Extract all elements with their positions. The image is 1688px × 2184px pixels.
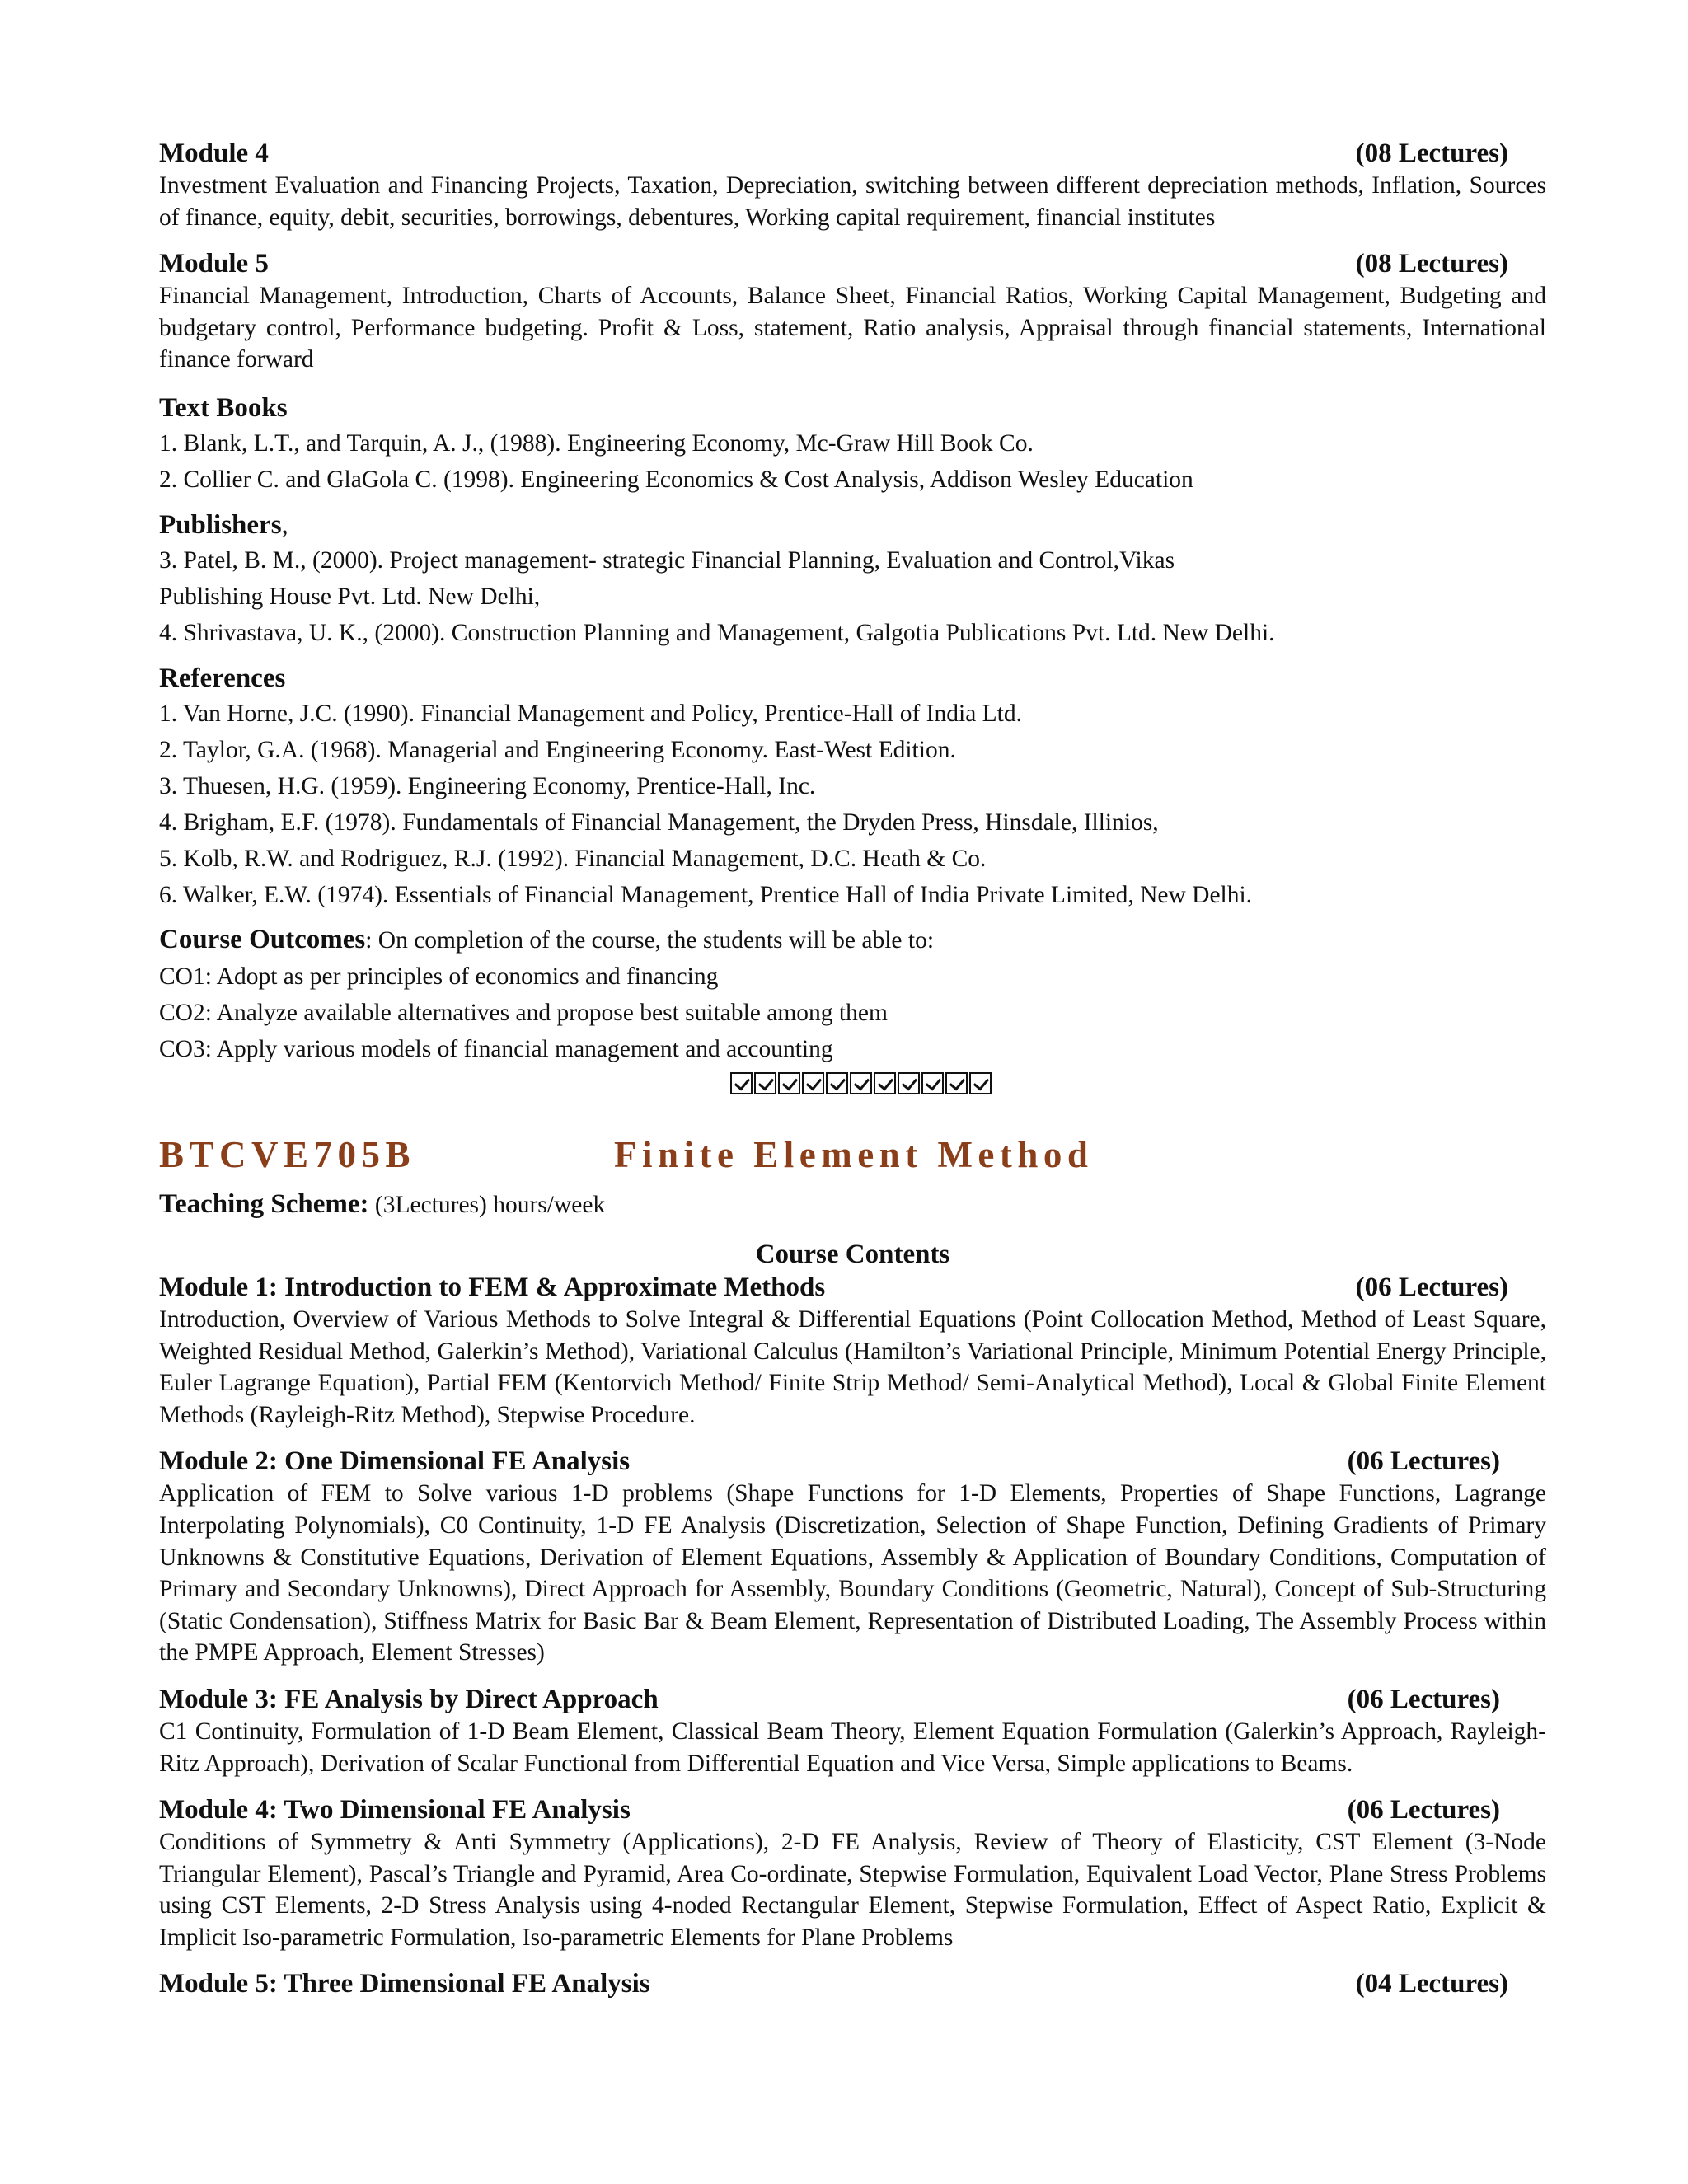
course-contents-heading: Course Contents [755, 1239, 950, 1269]
module-lectures: (06 Lectures) [1355, 1272, 1508, 1302]
checkbox-checked-icon [754, 1072, 776, 1094]
course-outcome-item: CO2: Analyze available alternatives and propose best suitable among them [159, 999, 888, 1026]
fem-module-1-header [159, 1271, 1546, 1304]
fem-module-3-header [159, 1683, 1546, 1716]
module-description: C1 Continuity, Formulation of 1-D Beam Element, Classical Beam Theory, Element Equation Formulation (Galerkin’s Approach, Rayleigh-Ritz Approach), Derivation of Scalar Functional from Differential Equation and Vice Versa, Simple applications to Beams. [159, 1718, 1546, 1777]
module-title: Module 1: Introduction to FEM & Approximate Methods [159, 1272, 826, 1302]
checkbox-checked-icon [778, 1072, 800, 1094]
checkbox-checked-icon [826, 1072, 848, 1094]
fem-module-5-header [159, 1967, 1546, 2000]
section-divider [176, 1067, 1546, 1095]
publisher-item: 4. Shrivastava, U. K., (2000). Construction Planning and Management, Galgotia Publications Pvt. Ltd. New Delhi. [159, 619, 1275, 646]
course-title [159, 1132, 1546, 1178]
module-lectures: (08 Lectures) [1355, 138, 1508, 168]
course-outcome-item: CO3: Apply various models of financial management and accounting [159, 1035, 833, 1062]
course-outcomes-text: : On completion of the course, the students will be able to: [365, 926, 935, 954]
module-title: Module 2: One Dimensional FE Analysis [159, 1446, 631, 1477]
teaching-scheme-label: Teaching Scheme: [159, 1188, 369, 1219]
module-description: Conditions of Symmetry & Anti Symmetry (Applications), 2-D FE Analysis, Review of Theory of Elasticity, CST Element (3-Node Triangular Element), Pascal’s Triangle and Pyramid, Area Co-ordinate, Stepwise Formulation, Equivalent Load Vector, Plane Stress Problems using CST Elements, 2-D Stress Analysis using 4-noded Rectangular Element, Stepwise Formulation, Effect of Aspect Ratio, Explicit & Implicit Iso-parametric Formulation, Iso-parametric Elements for Plane Problems [159, 1829, 1546, 1951]
references-heading: References [159, 663, 286, 693]
module-description: Investment Evaluation and Financing Projects, Taxation, Depreciation, switching between different depreciation methods, Inflation, Sources of finance, equity, debit, securities, borrowings, debentures, Working capital requirement, financial institutes [159, 172, 1546, 231]
course-outcomes-intro [159, 921, 1546, 958]
syllabus-page [159, 137, 1546, 2000]
module-lectures: (06 Lectures) [1347, 1684, 1500, 1714]
course-name: Finite Element Method [614, 1133, 1094, 1175]
module-lectures: (06 Lectures) [1347, 1446, 1500, 1477]
module-description: Introduction, Overview of Various Methods to Solve Integral & Differential Equations (Point Collocation Method, Method of Least Square, Weighted Residual Method, Galerkin’s Method), Variational Calculus (Hamilton’s Variational Principle, Minimum Potential Energy Principle, Euler Lagrange Equation), Partial FEM (Kentorvich Method/ Finite Strip Method/ Semi-Analytical Method), Local & Global Finite Element Methods (Rayleigh-Ritz Method), Stepwise Procedure. [159, 1305, 1546, 1428]
publishers-heading [159, 508, 1546, 542]
checkbox-checked-icon [945, 1072, 968, 1094]
reference-item: 2. Taylor, G.A. (1968). Managerial and Engineering Economy. East-West Edition. [159, 736, 956, 763]
module-lectures: (04 Lectures) [1355, 1969, 1508, 1999]
publisher-item: 3. Patel, B. M., (2000). Project management- strategic Financial Planning, Evaluation and Control,Vikas [159, 546, 1175, 574]
module-title: Module 4: Two Dimensional FE Analysis [159, 1795, 631, 1825]
module-lectures: (06 Lectures) [1347, 1795, 1500, 1825]
course-outcome-item: CO1: Adopt as per principles of economics and financing [159, 963, 719, 990]
course-outcomes-heading: Course Outcomes [159, 924, 366, 954]
course-code: BTCVE705B [159, 1133, 416, 1175]
checkbox-checked-icon [898, 1072, 920, 1094]
checkbox-checked-icon [874, 1072, 896, 1094]
checkbox-checked-icon [969, 1072, 992, 1094]
checkbox-checked-icon [850, 1072, 872, 1094]
fem-module-4-header [159, 1793, 1546, 1826]
module-description: Financial Management, Introduction, Charts of Accounts, Balance Sheet, Financial Ratios, Working Capital Management, Budgeting and budgetary control, Performance budgeting. Profit & Loss, statement, Ratio analysis, Appraisal through financial statements, International finance forward [159, 283, 1546, 373]
reference-item: 3. Thuesen, H.G. (1959). Engineering Economy, Prentice-Hall, Inc. [159, 772, 816, 799]
module-lectures: (08 Lectures) [1355, 249, 1508, 279]
reference-item: 5. Kolb, R.W. and Rodriguez, R.J. (1992). Financial Management, D.C. Heath & Co. [159, 845, 987, 872]
module-description: Application of FEM to Solve various 1-D problems (Shape Functions for 1-D Elements, Properties of Shape Functions, Lagrange Interpolating Polynomials), C0 Continuity, 1-D FE Analysis (Discretization, Selection of Shape Function, Defining Gradients of Primary Unknowns & Constitutive Equations, Derivation of Element Equations, Assembly & Application of Boundary Conditions, Computation of Primary and Secondary Unknowns), Direct Approach for Assembly, Boundary Conditions (Geometric, Natural), Concept of Sub-Structuring (Static Condensation), Stiffness Matrix for Basic Bar & Beam Element, Representation of Distributed Loading, The Assembly Process within the PMPE Approach, Element Stresses) [159, 1480, 1546, 1666]
module-4-header [159, 137, 1546, 170]
module-title: Module 5 [159, 249, 269, 279]
reference-item: 4. Brigham, E.F. (1978). Fundamentals of Financial Management, the Dryden Press, Hinsdale, Illinios, [159, 808, 1159, 836]
checkbox-checked-icon [802, 1072, 824, 1094]
module-5-header [159, 247, 1546, 280]
teaching-scheme-value: (3Lectures) hours/week [368, 1191, 606, 1218]
module-title: Module 5: Three Dimensional FE Analysis [159, 1969, 650, 1999]
publishers-label: Publishers [159, 509, 282, 540]
module-title: Module 4 [159, 138, 269, 168]
publishers-suffix: , [281, 509, 288, 540]
reference-item: 1. Van Horne, J.C. (1990). Financial Management and Policy, Prentice-Hall of India Ltd. [159, 700, 1023, 727]
checkbox-checked-icon [730, 1072, 753, 1094]
text-books-heading: Text Books [159, 392, 288, 423]
reference-item: 6. Walker, E.W. (1974). Essentials of Financial Management, Prentice Hall of India Private Limited, New Delhi. [159, 881, 1253, 908]
module-title: Module 3: FE Analysis by Direct Approach [159, 1684, 659, 1714]
publisher-item: Publishing House Pvt. Ltd. New Delhi, [159, 583, 541, 610]
teaching-scheme [159, 1186, 1546, 1223]
checkbox-checked-icon [921, 1072, 944, 1094]
fem-module-2-header [159, 1445, 1546, 1478]
text-book-item: 1. Blank, L.T., and Tarquin, A. J., (1988). Engineering Economy, Mc-Graw Hill Book Co. [159, 429, 1034, 457]
text-book-item: 2. Collier C. and GlaGola C. (1998). Engineering Economics & Cost Analysis, Addison Wesley Education [159, 466, 1193, 493]
